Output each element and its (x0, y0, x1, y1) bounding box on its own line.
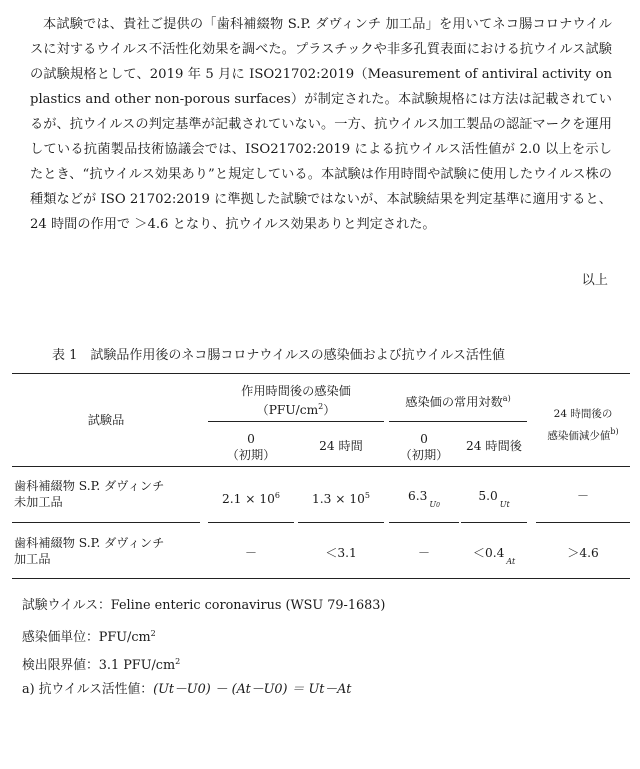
row1-rule-titer0 (208, 522, 294, 523)
header-item: 試験品 (87, 413, 125, 427)
row1-titer-24-base: 1.3 × 10 (312, 492, 365, 506)
row1-log-0-sub-letter: U (429, 500, 437, 509)
row1-name (14, 478, 202, 510)
row2-name-line2: 加工品 (14, 552, 51, 566)
row2-log-24-sub: At (506, 557, 516, 566)
header-reduction (536, 405, 630, 445)
row1-log-0-value: 6.3 (408, 489, 428, 503)
row1-titer-0-exp: 6 (274, 491, 280, 500)
note-limit (22, 652, 385, 680)
row1-log-0-sub-index: 0 (436, 502, 440, 509)
note-unit (22, 624, 385, 652)
note-limit-exp: 2 (175, 657, 181, 666)
titer-header-rule (208, 421, 384, 422)
subheader-log-0-initial: （初期） (399, 448, 449, 462)
row1-rule-log24 (461, 522, 527, 523)
note-virus: 試験ウイルス：Feline enteric coronavirus (WSU 79-1683) (22, 598, 386, 613)
row2-titer-24: ＜3.1 (325, 546, 357, 560)
note-formula-expression: (Ut－U0) － (At－U0) ＝ Ut－At (153, 682, 352, 697)
note-limit-label: 検出限界値：3.1 PFU/cm (22, 658, 176, 673)
subheader-log-24: 24 時間後 (466, 439, 522, 453)
row2-log-24-value: ＜0.4 (472, 546, 505, 560)
row1-rule-name (12, 522, 200, 523)
row2-name (14, 535, 202, 567)
header-reduction-line2: 感染価減少値 (547, 430, 611, 442)
table-top-rule (12, 373, 630, 374)
subheader-log-0 (389, 431, 459, 463)
row1-rule-reduction (536, 522, 630, 523)
subheader-titer-24: 24 時間 (319, 439, 363, 453)
header-bottom-rule (12, 466, 630, 467)
row1-log-0-sub (429, 500, 440, 509)
header-titer-unit-exp: 2 (318, 402, 324, 411)
table-caption: 表 1 試験品作用後のネコ腸コロナウイルスの感染価および抗ウイルス活性値 (52, 348, 505, 363)
note-unit-exp: 2 (150, 629, 156, 638)
log-header-rule (389, 421, 527, 422)
header-titer-label: 作用時間後の感染価 (241, 384, 351, 398)
row2-titer-0: － (244, 546, 258, 560)
header-reduction-line1: 24 時間後の (553, 408, 613, 420)
header-titer-unit-close: ） (323, 403, 336, 417)
row1-name-line2: 未加工品 (14, 495, 63, 509)
body-paragraph: 本試験では、貴社ご提供の「歯科補綴物 S.P. ダヴィンチ 加工品」を用いてネコ腸コロナウイルスに対するウイルス不活性化効果を調べた。プラスチックや非多孔質表面における抗ウイルス試験の試験規格として、2019 年 5 月に ISO21702:2019（Measurement of antiviral activity on plastics and other non-porous surfaces）が制定された。本試験規格には方法は記載されているが、抗ウイルスの判定基準が記載されていない。一方、抗ウイルス加工製品の認証マークを運用している抗菌製品技術協議会では、ISO21702:2019 による抗ウイルス活性値が 2.0 以上を示したとき、“抗ウイルス効果あり”と規定している。本試験は作用時間や試験に使用したウイルス株の種類などが ISO 21702:2019 に準拠した試験ではないが、本試験結果を判定基準に適用すると、24 時間の作用で ＞4.6 となり、抗ウイルス効果ありと判定された。 (30, 17, 612, 232)
row1-titer-0-base: 2.1 × 10 (222, 492, 275, 506)
row2-name-line1: 歯科補綴物 S.P. ダヴィンチ (14, 536, 165, 550)
header-titer (208, 383, 384, 418)
subheader-log-0-value: 0 (420, 432, 428, 446)
row1-titer-0 (208, 488, 294, 507)
header-reduction-note: b) (610, 427, 619, 436)
note-formula-prefix: a) 抗ウイルス活性値： (22, 682, 154, 697)
notes (22, 596, 385, 708)
row1-name-line1: 歯科補綴物 S.P. ダヴィンチ (14, 479, 165, 493)
subheader-titer-0-value: 0 (247, 432, 255, 446)
row2-log-0: － (417, 546, 431, 560)
subheader-titer-0 (208, 431, 294, 463)
row1-titer-24 (298, 488, 384, 507)
row1-reduction: － (576, 489, 590, 503)
header-titer-unit: （PFU/cm (256, 403, 319, 417)
closing-text: 以上 (581, 273, 608, 288)
row2-log-24 (461, 545, 527, 566)
row1-titer-24-exp: 5 (364, 491, 370, 500)
note-unit-label: 感染価単位：PFU/cm (22, 630, 151, 645)
row1-log-24-sub: Ut (499, 500, 510, 509)
row1-log-24-value: 5.0 (478, 489, 498, 503)
subheader-titer-0-initial: （初期） (226, 448, 276, 462)
row1-rule-log0 (389, 522, 459, 523)
row1-log-0 (389, 488, 459, 507)
table-bottom-rule (12, 578, 630, 579)
note-formula (22, 680, 385, 708)
header-log-note: a) (502, 394, 511, 403)
row1-log-24 (461, 488, 527, 509)
row1-rule-titer24 (298, 522, 384, 523)
row2-reduction: ＞4.6 (567, 546, 599, 560)
header-log-label: 感染価の常用対数 (405, 395, 503, 409)
header-log (389, 391, 527, 410)
